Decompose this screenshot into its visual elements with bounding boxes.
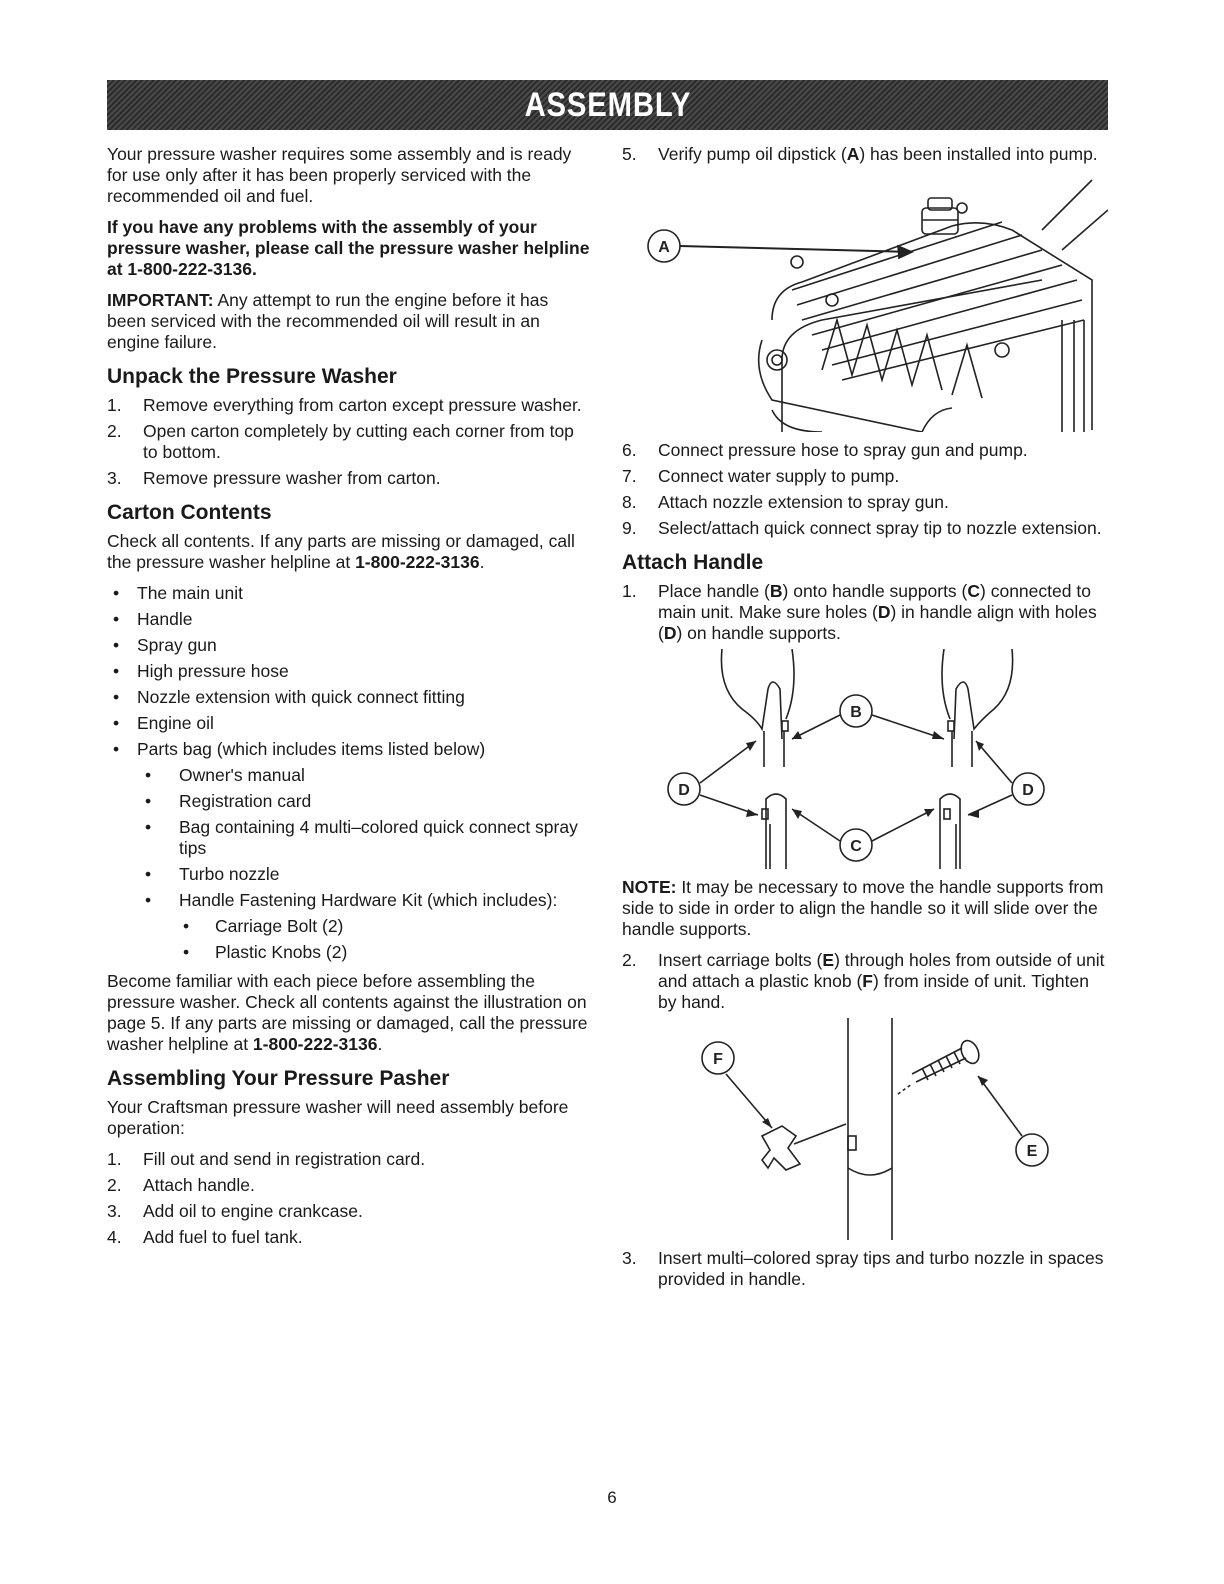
list-item: 3. Add oil to engine crankcase. — [107, 1201, 363, 1221]
list-item: • The main unit — [107, 583, 592, 604]
note-label: NOTE: — [622, 877, 677, 897]
attach-handle-heading: Attach Handle — [622, 551, 764, 574]
unpack-heading: Unpack the Pressure Washer — [107, 365, 397, 388]
pump-steps — [622, 440, 1108, 539]
left-column — [107, 144, 592, 1256]
assembling-steps — [107, 1149, 592, 1248]
list-item: • High pressure hose — [107, 661, 592, 682]
right-column — [622, 144, 1108, 1295]
section-title: ASSEMBLY — [524, 85, 691, 124]
contents-heading: Carton Contents — [107, 501, 272, 524]
list-item: • Owner's manual — [107, 765, 592, 786]
handle-alignment-illustration — [622, 649, 1108, 869]
list-item: 6. Connect pressure hose to spray gun and pump. — [622, 440, 1028, 460]
list-item: • Bag containing 4 multi–colored quick connect spray tips — [107, 817, 592, 859]
familiar-paragraph: Become familiar with each piece before assembling the pressure washer. Check all contents against the illustration on page 5. If any parts are missing or damaged, call the pressure washer helpline at 1-800-222-3136. — [107, 971, 588, 1054]
page-number: 6 — [607, 1488, 617, 1507]
list-item: 9. Select/attach quick connect spray tip to nozzle extension. — [622, 518, 1102, 538]
contents-intro: Check all contents. If any parts are missing or damaged, call the pressure washer helpline at 1-800-222-3136. — [107, 531, 575, 572]
list-item: 4. Add fuel to fuel tank. — [107, 1227, 303, 1247]
list-item: 2. Insert carriage bolts (E) through holes from outside of unit and attach a plastic knob (F) from inside of unit. Tighten by hand. — [622, 950, 1105, 1012]
list-item: • Spray gun — [107, 635, 592, 656]
important-text: Any attempt to run the engine before it has been serviced with the recommended oil will result in an engine failure. — [107, 290, 549, 352]
helpline-number: 1-800-222-3136 — [355, 552, 480, 572]
unpack-steps — [107, 395, 592, 489]
fig-label-c: C — [850, 838, 862, 855]
list-item: • Registration card — [107, 791, 592, 812]
list-item: 2. Open carton completely by cutting each corner from top to bottom. — [107, 421, 574, 462]
list-item: 3. Insert multi–colored spray tips and turbo nozzle in spaces provided in handle. — [622, 1248, 1104, 1289]
section-banner — [107, 80, 1108, 130]
fig-label-d-right: D — [1022, 782, 1034, 799]
list-item: • Carriage Bolt (2) — [107, 916, 592, 937]
list-item: • Parts bag (which includes items listed below) — [107, 739, 592, 760]
list-item: 7. Connect water supply to pump. — [622, 466, 900, 486]
list-item: • Handle — [107, 609, 592, 630]
assembling-intro: Your Craftsman pressure washer will need assembly before operation: — [107, 1097, 569, 1138]
list-item: 5. Verify pump oil dipstick (A) has been installed into pump. — [622, 144, 1098, 164]
fig-label-e: E — [1026, 1143, 1038, 1160]
list-item: 1. Remove everything from carton except pressure washer. — [107, 395, 582, 415]
fig-label-b: B — [850, 704, 862, 721]
list-item: • Engine oil — [107, 713, 592, 734]
carriage-bolt-illustration — [622, 1018, 1108, 1240]
fig-label-a: A — [658, 239, 670, 256]
list-item: 1. Fill out and send in registration card. — [107, 1149, 426, 1169]
list-item: 2. Attach handle. — [107, 1175, 255, 1195]
contents-list — [107, 583, 592, 963]
list-item: 1. Place handle (B) onto handle supports (C) connected to main unit. Make sure holes (D) in handle align with holes (D) on handle supports. — [622, 581, 1097, 643]
note-paragraph: NOTE: It may be necessary to move the handle supports from side to side in order to align the handle so it will slide over the handle supports. — [622, 877, 1104, 939]
pump-dipstick-illustration — [622, 170, 1108, 432]
assembling-heading: Assembling Your Pressure Pasher — [107, 1067, 450, 1090]
list-item: • Nozzle extension with quick connect fitting — [107, 687, 592, 708]
helpline-number: 1-800-222-3136 — [252, 1034, 378, 1054]
intro-paragraph: Your pressure washer requires some assembly and is ready for use only after it has been properly serviced with the recommended oil and fuel. — [107, 144, 572, 206]
list-item: 8. Attach nozzle extension to spray gun. — [622, 492, 949, 512]
helpline-notice: If you have any problems with the assembly of your pressure washer, please call the pressure washer helpline at 1-800-222-3136. — [107, 217, 590, 279]
important-label: IMPORTANT: — [107, 290, 214, 310]
list-item: • Handle Fastening Hardware Kit (which includes): — [107, 890, 592, 911]
list-item: • Turbo nozzle — [107, 864, 592, 885]
list-item: 3. Remove pressure washer from carton. — [107, 468, 441, 488]
fig-label-f: F — [713, 1051, 723, 1068]
important-notice — [107, 290, 592, 353]
list-item: • Plastic Knobs (2) — [107, 942, 592, 963]
fig-label-d-left: D — [678, 782, 690, 799]
